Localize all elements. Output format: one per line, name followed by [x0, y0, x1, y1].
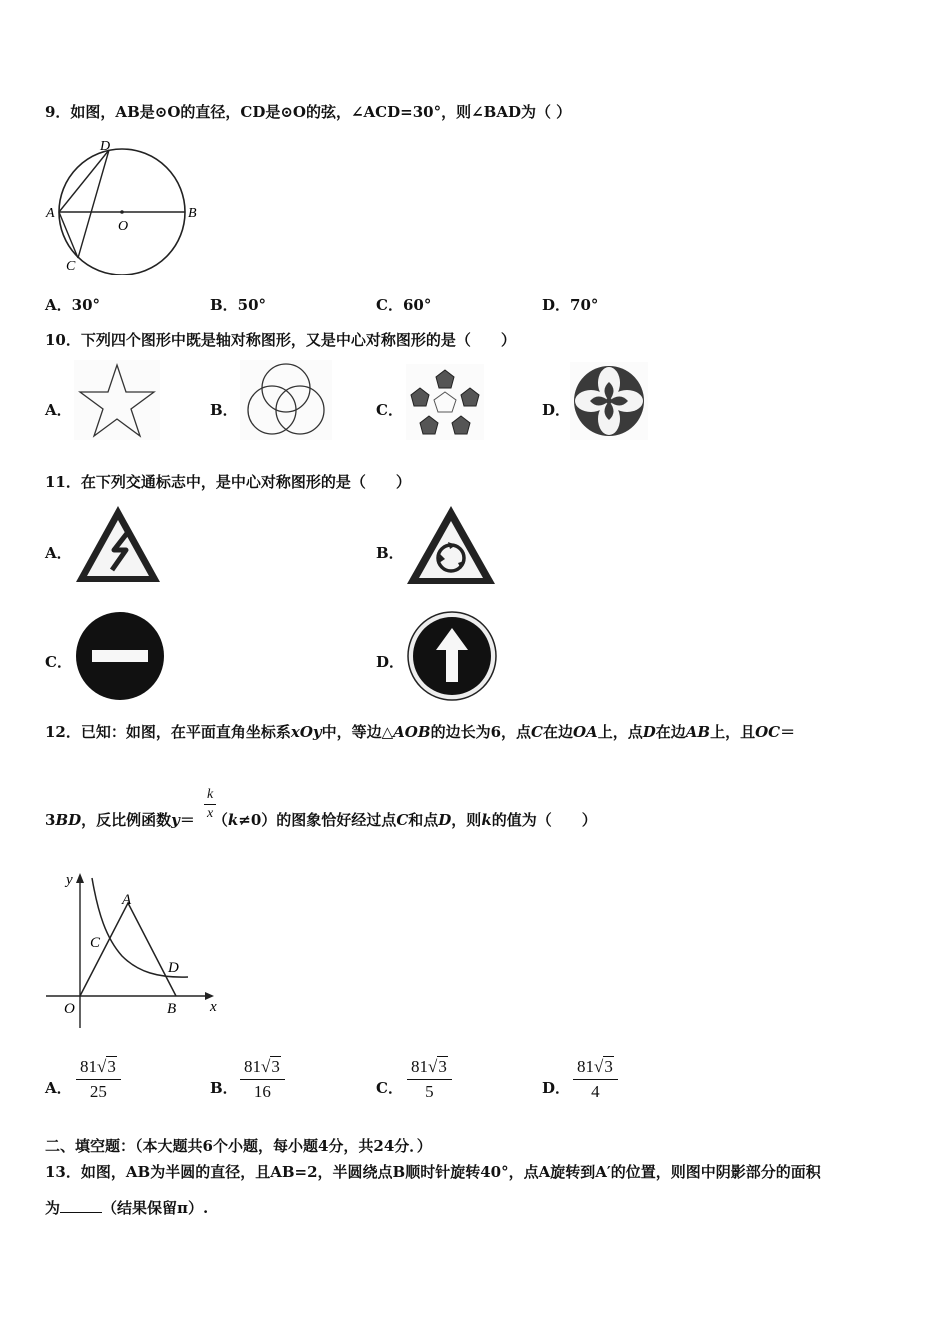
q12-option-c[interactable]: C． — [376, 1079, 403, 1097]
label-o: O — [64, 1001, 75, 1017]
q13-answer-blank[interactable] — [60, 1198, 102, 1213]
q9-option-a[interactable]: A．30° — [45, 296, 101, 314]
five-point-star-icon — [74, 360, 160, 440]
q12-option-b-value: $\frac{81√3}{16}$ — [240, 1056, 285, 1102]
label-b: B — [188, 206, 197, 221]
q11-option-a[interactable]: A． — [45, 544, 72, 562]
q12-stem-line2: 3BD，反比例函数y＝ （k≠0）的图象恰好经过点C和点D，则k的值为（ ） — [45, 811, 597, 829]
label-a: A — [122, 892, 132, 908]
q9-option-b[interactable]: B．50° — [210, 296, 267, 314]
label-a: A — [46, 206, 55, 221]
q11-option-b[interactable]: B． — [376, 544, 404, 562]
label-o: O — [118, 219, 129, 234]
q13-stem-line2: 为 （结果保留π）. — [45, 1199, 209, 1217]
q12-option-d-value: $\frac{81√3}{4}$ — [573, 1056, 618, 1102]
no-entry-sign-icon — [74, 610, 166, 702]
q12-coordinate-graph — [42, 868, 232, 1033]
section2-heading: 二、填空题：（本大题共6个小题，每小题4分，共24分．） — [45, 1137, 432, 1155]
chord-cd — [78, 150, 109, 258]
zigzag-road-warning-sign-icon — [72, 502, 164, 586]
q13-stem-line1: 13．如图，AB为半圆的直径，且AB=2，半圆绕点B顺时针旋转40°，点A旋转到A′的位置，则图中阴影部分的面积 — [45, 1163, 821, 1181]
q12-option-c-value: $\frac{81√3}{5}$ — [407, 1056, 452, 1102]
five-pentagons-icon — [406, 364, 484, 440]
q12-stem-line1: 12．已知：如图，在平面直角坐标系xOy中，等边△AOB的边长为6，点C在边OA上，点D在边AB上，且OC＝ — [45, 723, 796, 741]
q12-option-a-value: $\frac{81√3}{25}$ — [76, 1056, 121, 1102]
q12-option-b[interactable]: B． — [210, 1079, 238, 1097]
label-y: y — [66, 872, 73, 888]
q11-option-c[interactable]: C． — [45, 653, 72, 671]
q9-circle-figure — [42, 140, 202, 275]
label-x: x — [210, 999, 217, 1015]
roundabout-warning-sign-icon — [404, 502, 498, 588]
center-point — [120, 210, 124, 214]
q12-option-a[interactable]: A． — [45, 1079, 72, 1097]
q11-option-d[interactable]: D． — [376, 653, 405, 671]
q10-option-d[interactable]: D． — [542, 401, 571, 419]
q12-option-d[interactable]: D． — [542, 1079, 571, 1097]
label-d: D — [100, 140, 111, 154]
q11-stem: 11．在下列交通标志中，是中心对称图形的是（ ） — [45, 473, 411, 491]
q10-option-c[interactable]: C． — [376, 401, 403, 419]
three-overlapping-circles-icon — [240, 360, 332, 440]
four-petal-circle-icon — [570, 362, 648, 440]
chord-ac — [59, 212, 78, 258]
q9-option-c[interactable]: C．60° — [376, 296, 432, 314]
label-c: C — [90, 935, 101, 951]
label-b: B — [167, 1001, 177, 1017]
q9-option-d[interactable]: D．70° — [542, 296, 599, 314]
q10-option-b[interactable]: B． — [210, 401, 238, 419]
straight-ahead-arrow-sign-icon — [406, 610, 498, 702]
q10-stem: 10．下列四个图形中既是轴对称图形，又是中心对称图形的是（ ） — [45, 331, 516, 349]
q9-stem: 9．如图，AB是⊙O的直径，CD是⊙O的弦，∠ACD=30°，则∠BAD为（ ） — [45, 103, 572, 121]
label-c: C — [66, 259, 76, 274]
label-d: D — [168, 960, 179, 976]
q12-function-fraction: $\frac{k}{x}$ — [204, 787, 216, 822]
q10-option-a[interactable]: A． — [45, 401, 72, 419]
